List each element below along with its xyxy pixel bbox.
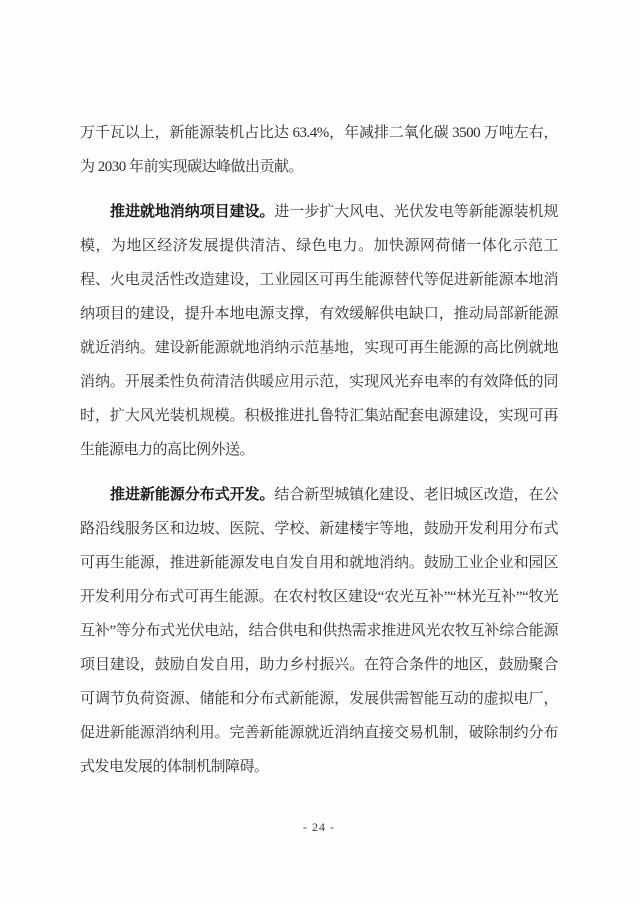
paragraph-lead: 推进新能源分布式开发。 <box>110 487 275 503</box>
paragraph <box>80 478 558 784</box>
paragraph <box>80 195 558 467</box>
page-body-text <box>80 116 558 795</box>
paragraph-text: 万千瓦以上，新能源装机占比达 63.4%，年减排二氧化碳 3500 万吨左右，为 2030 年前实现碳达峰做出贡献。 <box>80 125 558 175</box>
paragraph-text: 进一步扩大风电、光伏发电等新能源装机规模，为地区经济发展提供清洁、绿色电力。加快源网荷储一体化示范工程、火电灵活性改造建设，工业园区可再生能源替代等促进新能源本地消纳项目的建设，提升本地电源支撑，有效缓解供电缺口，推动局部新能源就近消纳。建设新能源就地消纳示范基地，实现可再生能源的高比例就地消纳。开展柔性负荷清洁供暖应用示范，实现风光弃电率的有效降低的同时，扩大风光装机规模。积极推进扎鲁特汇集站配套电源建设，实现可再生能源电力的高比例外送。 <box>80 204 558 458</box>
paragraph-text: 结合新型城镇化建设、老旧城区改造，在公路沿线服务区和边坡、医院、学校、新建楼宇等地，鼓励开发利用分布式可再生能源，推进新能源发电自发自用和就地消纳。鼓励工业企业和园区开发利用分布式可再生能源。在农村牧区建设“农光互补”“林光互补”“牧光互补”等分布式光伏电站，结合供电和供热需求推进风光农牧互补综合能源项目建设，鼓励自发自用，助力乡村振兴。在符合条件的地区，鼓励聚合可调节负荷资源、储能和分布式新能源，发展供需智能互动的虚拟电厂，促进新能源消纳利用。完善新能源就近消纳直接交易机制，破除制约分布式发电发展的体制机制障碍。 <box>80 487 558 775</box>
page-number: - 24 - <box>303 820 335 834</box>
paragraph <box>80 116 558 184</box>
paragraph-lead: 推进就地消纳项目建设。 <box>110 204 275 220</box>
